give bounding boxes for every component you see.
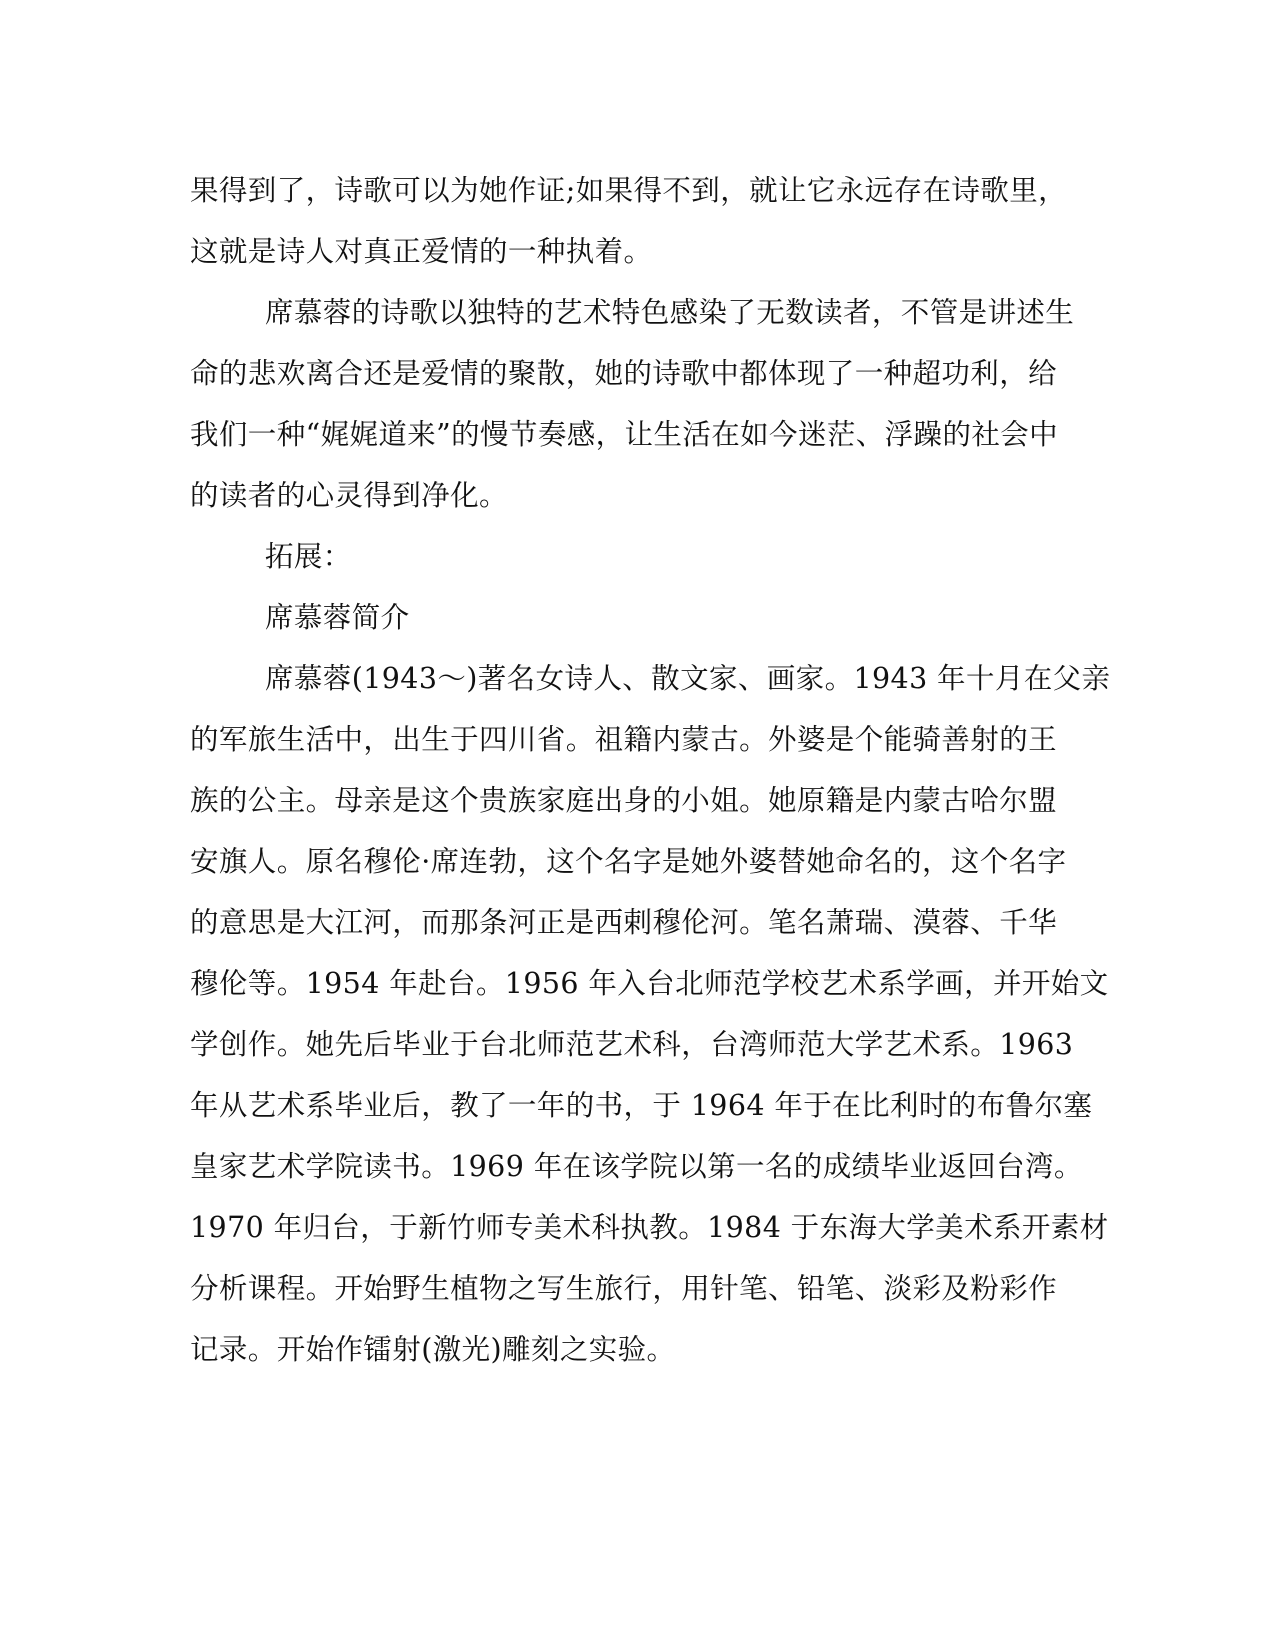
text-line: 年从艺术系毕业后，教了一年的书，于 1964 年于在比利时的布鲁尔塞 (190, 1089, 1093, 1122)
paragraph-continuation (190, 160, 1070, 282)
intro-heading: 席慕蓉简介 (265, 601, 410, 634)
text-line: 穆伦等。1954 年赴台。1956 年入台北师范学校艺术系学画，并开始文 (190, 967, 1109, 1000)
text-line: 我们一种“娓娓道来”的慢节奏感，让生活在如今迷茫、浮躁的社会中 (190, 418, 1059, 451)
document-body (190, 160, 1111, 1380)
text-line: 族的公主。母亲是这个贵族家庭出身的小姐。她原籍是内蒙古哈尔盟 (190, 784, 1058, 817)
text-line: 皇家艺术学院读书。1969 年在该学院以第一名的成绩毕业返回台湾。 (190, 1150, 1083, 1183)
text-line: 记录。开始作镭射(激光)雕刻之实验。 (190, 1333, 676, 1366)
text-line: 的军旅生活中，出生于四川省。祖籍内蒙古。外婆是个能骑善射的王 (190, 723, 1058, 756)
paragraph-poetry-style (190, 282, 1075, 526)
text-line: 分析课程。开始野生植物之写生旅行，用针笔、铅笔、淡彩及粉彩作 (190, 1272, 1058, 1305)
text-line: 命的悲欢离合还是爱情的聚散，她的诗歌中都体现了一种超功利，给 (190, 357, 1058, 390)
text-line: 1970 年归台，于新竹师专美术科执教。1984 于东海大学美术系开素材 (190, 1211, 1109, 1244)
text-line: 果得到了，诗歌可以为她作证;如果得不到，就让它永远存在诗歌里， (190, 174, 1068, 207)
text-line: 这就是诗人对真正爱情的一种执着。 (190, 235, 653, 268)
text-line: 席慕蓉(1943～)著名女诗人、散文家、画家。1943 年十月在父亲 (265, 662, 1111, 695)
text-line: 席慕蓉的诗歌以独特的艺术特色感染了无数读者，不管是讲述生 (265, 296, 1075, 329)
text-line: 学创作。她先后毕业于台北师范艺术科，台湾师范大学艺术系。1963 (190, 1028, 1074, 1061)
expand-heading: 拓展： (265, 540, 352, 573)
text-line: 的读者的心灵得到净化。 (190, 479, 508, 512)
text-line: 安旗人。原名穆伦·席连勃，这个名字是她外婆替她命名的，这个名字 (190, 845, 1067, 878)
paragraph-biography (190, 648, 1111, 1380)
text-line: 的意思是大江河，而那条河正是西剌穆伦河。笔名萧瑞、漠蓉、千华 (190, 906, 1058, 939)
